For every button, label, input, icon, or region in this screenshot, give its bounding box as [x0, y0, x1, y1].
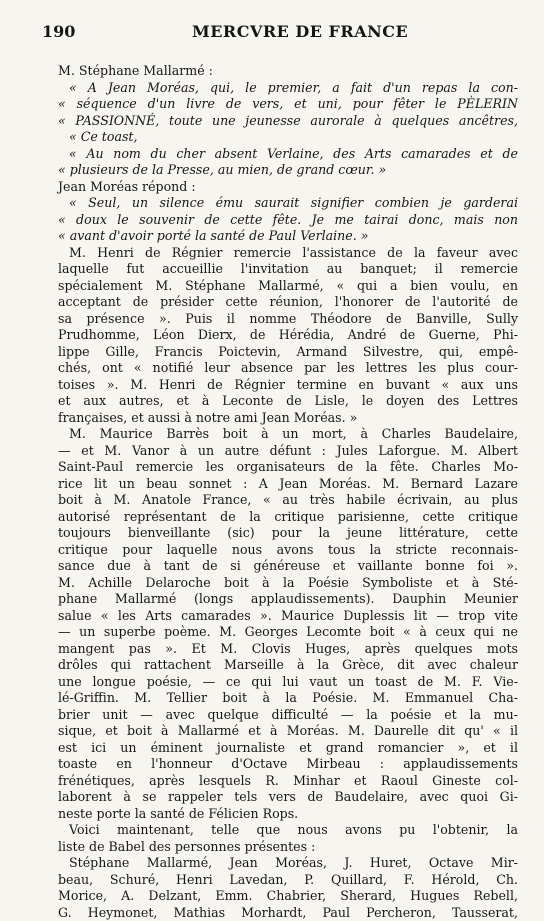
text-line: chés, ont « notifié leur absence par les lettres les plus cour- [58, 360, 518, 377]
text-line: acceptant de présider cette réunion, l'honorer de l'autorité de [58, 294, 518, 311]
running-title: MERCVRE DE FRANCE [192, 22, 408, 41]
text-line: liste de Babel des personnes présentes : [58, 839, 518, 856]
text-line: Saint-Paul remercie les organisateurs de la fête. Charles Mo- [58, 459, 518, 476]
text-line: brier unit — avec quelque difficulté — la poésie et la mu- [58, 707, 518, 724]
text-line: salue « les Arts camarades ». Maurice Duplessis lit — trop vite [58, 608, 518, 625]
text-line: drôles qui rattachent Marseille à la Grèce, dit avec chaleur [58, 657, 518, 674]
text-line: est ici un éminent journaliste et grand romancier », et il [58, 740, 518, 757]
text-line: beau, Schuré, Henri Lavedan, P. Quillard, F. Hérold, Ch. [58, 872, 518, 889]
text-line: boit à M. Anatole France, « au très habile écrivain, au plus [58, 492, 518, 509]
text-line: M. Stéphane Mallarmé : [58, 63, 518, 80]
text-line: et aux autres, et à Leconte de Lisle, le doyen des Lettres [58, 393, 518, 410]
text-line: sique, et boit à Mallarmé et à Moréas. M. Daurelle dit qu' « il [58, 723, 518, 740]
text-line: M. Maurice Barrès boit à un mort, à Charles Baudelaire, [58, 426, 518, 443]
page-header [42, 22, 512, 44]
text-line: Stéphane Mallarmé, Jean Moréas, J. Huret, Octave Mir- [58, 855, 518, 872]
text-line: « Ce toast, [58, 129, 518, 146]
text-line: Morice, A. Delzant, Emm. Chabrier, Sherard, Hugues Rebell, [58, 888, 518, 905]
text-line: « Seul, un silence ému saurait signifier combien je garderai [58, 195, 518, 212]
text-line: Jean Moréas répond : [58, 179, 518, 196]
text-line: « Au nom du cher absent Verlaine, des Arts camarades et de [58, 146, 518, 163]
text-line: — un superbe poème. M. Georges Lecomte boit « à ceux qui ne [58, 624, 518, 641]
text-line: sa présence ». Puis il nomme Théodore de Banville, Sully [58, 311, 518, 328]
text-line: neste porte la santé de Félicien Rops. [58, 806, 518, 823]
text-line: « PASSIONNÉ, toute une jeunesse aurorale à quelques ancêtres, [58, 113, 518, 130]
text-line: toises ». M. Henri de Régnier termine en buvant « aux uns [58, 377, 518, 394]
text-line: françaises, et aussi à notre ami Jean Moréas. » [58, 410, 518, 427]
text-line: lippe Gille, Francis Poictevin, Armand Silvestre, qui, empê- [58, 344, 518, 361]
text-line: toujours bienveillante (sic) pour la jeune littérature, cette [58, 525, 518, 542]
text-line: lé-Griffin. M. Tellier boit à la Poésie. M. Emmanuel Cha- [58, 690, 518, 707]
text-line: « séquence d'un livre de vers, et uni, pour fêter le PÈLERIN [58, 96, 518, 113]
text-line: sance due à tant de si généreuse et vaillante bonne foi ». [58, 558, 518, 575]
text-line: « A Jean Moréas, qui, le premier, a fait d'un repas la con- [58, 80, 518, 97]
text-line: Voici maintenant, telle que nous avons pu l'obtenir, la [58, 822, 518, 839]
text-line: « plusieurs de la Presse, au mien, de grand cœur. » [58, 162, 518, 179]
text-line: critique pour laquelle nous avons tous la stricte reconnais- [58, 542, 518, 559]
text-line: M. Achille Delaroche boit à la Poésie Symboliste et à Sté- [58, 575, 518, 592]
text-line: mangent pas ». Et M. Clovis Huges, après quelques mots [58, 641, 518, 658]
text-line: spécialement M. Stéphane Mallarmé, « qui a bien voulu, en [58, 278, 518, 295]
text-line: toaste en l'honneur d'Octave Mirbeau : applaudissements [58, 756, 518, 773]
text-line: phane Mallarmé (longs applaudissements). Dauphin Meunier [58, 591, 518, 608]
text-line: une longue poésie, — ce qui lui vaut un toast de M. F. Vie- [58, 674, 518, 691]
text-line: rice lit un beau sonnet : A Jean Moréas. M. Bernard Lazare [58, 476, 518, 493]
text-line: « doux le souvenir de cette fête. Je me tairai donc, mais non [58, 212, 518, 229]
body-text [58, 63, 518, 921]
page-number: 190 [42, 22, 75, 41]
text-line: G. Heymonet, Mathias Morhardt, Paul Percheron, Tausserat, [58, 905, 518, 921]
text-line: laquelle fut accueillie l'invitation au banquet; il remercie [58, 261, 518, 278]
text-line: — et M. Vanor à un autre défunt : Jules Laforgue. M. Albert [58, 443, 518, 460]
text-line: frénétiques, après lesquels R. Minhar et Raoul Gineste col- [58, 773, 518, 790]
text-line: Prudhomme, Léon Dierx, de Hérédia, André de Guerne, Phi- [58, 327, 518, 344]
text-line: « avant d'avoir porté la santé de Paul Verlaine. » [58, 228, 518, 245]
text-line: laborent à se rappeler tels vers de Baudelaire, avec quoi Gi- [58, 789, 518, 806]
text-line: M. Henri de Régnier remercie l'assistance de la faveur avec [58, 245, 518, 262]
text-line: autorisé représentant de la critique parisienne, cette critique [58, 509, 518, 526]
